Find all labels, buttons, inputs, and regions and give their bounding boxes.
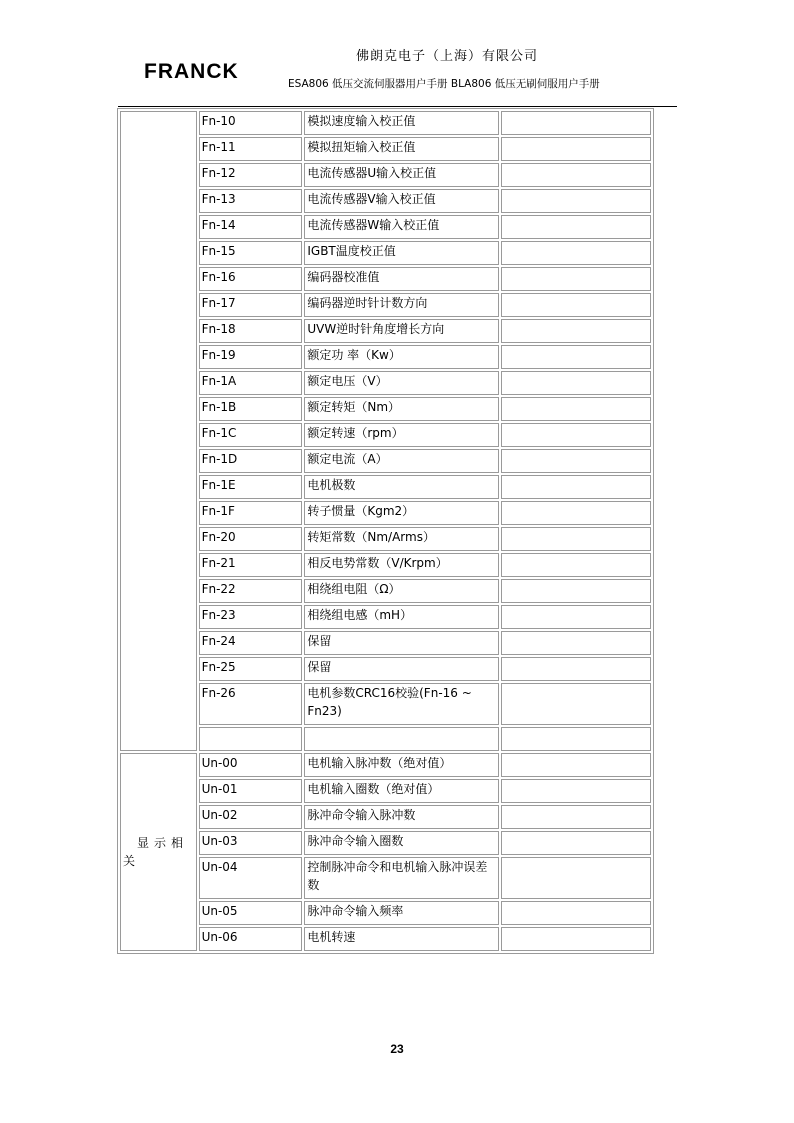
param-code-cell: Fn-20	[199, 527, 303, 551]
table-row	[120, 901, 651, 925]
table-row	[120, 111, 651, 135]
param-code-cell: Fn-26	[199, 683, 303, 725]
category-cell	[120, 111, 197, 751]
category-label: 显示相关	[123, 836, 189, 868]
table-row	[120, 605, 651, 629]
param-code-cell: Fn-24	[199, 631, 303, 655]
param-note-cell	[501, 927, 651, 951]
param-name-cell: 额定电压（V）	[304, 371, 498, 395]
table-row	[120, 805, 651, 829]
param-name-cell: IGBT温度校正值	[304, 241, 498, 265]
param-code-cell: Fn-1D	[199, 449, 303, 473]
param-name-cell: 脉冲命令输入脉冲数	[304, 805, 498, 829]
table-row	[120, 163, 651, 187]
param-name-cell: 电机输入圈数（绝对值）	[304, 779, 498, 803]
table-row	[120, 927, 651, 951]
table-row	[120, 527, 651, 551]
table-row	[120, 857, 651, 899]
param-note-cell	[501, 423, 651, 447]
param-note-cell	[501, 631, 651, 655]
param-code-cell: Fn-22	[199, 579, 303, 603]
param-note-cell	[501, 527, 651, 551]
param-code-cell: Fn-16	[199, 267, 303, 291]
param-name-cell: 控制脉冲命令和电机输入脉冲误差数	[304, 857, 498, 899]
param-note-cell	[501, 657, 651, 681]
param-note-cell	[501, 683, 651, 725]
param-name-cell: 转子惯量（Kgm2）	[304, 501, 498, 525]
param-note-cell	[501, 241, 651, 265]
param-name-cell: 电机极数	[304, 475, 498, 499]
param-code-cell: Fn-1C	[199, 423, 303, 447]
table-row	[120, 293, 651, 317]
param-note-cell	[501, 293, 651, 317]
param-name-cell: 保留	[304, 657, 498, 681]
param-note-cell	[501, 727, 651, 751]
param-note-cell	[501, 189, 651, 213]
param-code-cell: Un-06	[199, 927, 303, 951]
param-code-cell: Fn-14	[199, 215, 303, 239]
table-row	[120, 137, 651, 161]
param-name-cell: 编码器逆时针计数方向	[304, 293, 498, 317]
table-row	[120, 423, 651, 447]
table-row	[120, 753, 651, 777]
param-code-cell: Un-04	[199, 857, 303, 899]
param-note-cell	[501, 163, 651, 187]
param-note-cell	[501, 753, 651, 777]
page-number: 23	[390, 1042, 404, 1056]
param-code-cell: Fn-15	[199, 241, 303, 265]
param-code-cell: Fn-12	[199, 163, 303, 187]
param-note-cell	[501, 805, 651, 829]
param-name-cell: 额定转矩（Nm）	[304, 397, 498, 421]
param-note-cell	[501, 553, 651, 577]
table-row	[120, 319, 651, 343]
parameter-table-body	[120, 111, 651, 951]
param-name-cell: 电流传感器U输入校正值	[304, 163, 498, 187]
table-row	[120, 215, 651, 239]
table-row	[120, 553, 651, 577]
param-note-cell	[501, 449, 651, 473]
param-note-cell	[501, 267, 651, 291]
company-name: 佛朗克电子（上海）有限公司	[356, 49, 539, 64]
param-name-cell: 电流传感器W输入校正值	[304, 215, 498, 239]
param-code-cell: Fn-1A	[199, 371, 303, 395]
param-note-cell	[501, 111, 651, 135]
table-row	[120, 683, 651, 725]
table-row	[120, 449, 651, 473]
table-row	[120, 831, 651, 855]
param-note-cell	[501, 779, 651, 803]
param-code-cell: Fn-1E	[199, 475, 303, 499]
param-code-cell: Un-01	[199, 779, 303, 803]
table-row	[120, 727, 651, 751]
company-logo: FRANCK	[144, 60, 239, 83]
param-note-cell	[501, 831, 651, 855]
param-note-cell	[501, 579, 651, 603]
param-code-cell: Fn-11	[199, 137, 303, 161]
param-name-cell: 模拟速度输入校正值	[304, 111, 498, 135]
table-row	[120, 779, 651, 803]
parameter-table	[117, 108, 654, 954]
table-row	[120, 371, 651, 395]
param-name-cell: 保留	[304, 631, 498, 655]
param-code-cell: Fn-25	[199, 657, 303, 681]
param-code-cell: Fn-10	[199, 111, 303, 135]
table-row	[120, 267, 651, 291]
table-row	[120, 631, 651, 655]
param-code-cell: Un-00	[199, 753, 303, 777]
param-note-cell	[501, 137, 651, 161]
param-name-cell: UVW逆时针角度增长方向	[304, 319, 498, 343]
param-note-cell	[501, 319, 651, 343]
param-name-cell: 电机参数CRC16校验(Fn-16 ~ Fn23)	[304, 683, 498, 725]
param-note-cell	[501, 371, 651, 395]
table-row	[120, 475, 651, 499]
param-note-cell	[501, 215, 651, 239]
manual-subtitle: ESA806 低压交流伺服器用户手册 BLA806 低压无刷伺服用户手册	[288, 78, 600, 90]
param-code-cell: Fn-17	[199, 293, 303, 317]
table-row	[120, 501, 651, 525]
param-name-cell: 模拟扭矩输入校正值	[304, 137, 498, 161]
param-code-cell: Fn-13	[199, 189, 303, 213]
param-note-cell	[501, 345, 651, 369]
param-name-cell: 转矩常数（Nm/Arms）	[304, 527, 498, 551]
param-code-cell: Fn-23	[199, 605, 303, 629]
table-row	[120, 345, 651, 369]
param-code-cell: Un-03	[199, 831, 303, 855]
param-code-cell: Un-02	[199, 805, 303, 829]
param-code-cell: Fn-1B	[199, 397, 303, 421]
param-note-cell	[501, 475, 651, 499]
header-divider	[118, 106, 677, 107]
table-row	[120, 241, 651, 265]
param-name-cell: 额定功 率（Kw）	[304, 345, 498, 369]
param-name-cell: 电机转速	[304, 927, 498, 951]
param-name-cell: 脉冲命令输入频率	[304, 901, 498, 925]
param-name-cell: 相反电势常数（V/Krpm）	[304, 553, 498, 577]
table-row	[120, 189, 651, 213]
param-name-cell: 编码器校准值	[304, 267, 498, 291]
param-name-cell: 脉冲命令输入圈数	[304, 831, 498, 855]
category-cell	[120, 753, 197, 951]
param-name-cell: 电流传感器V输入校正值	[304, 189, 498, 213]
param-name-cell: 相绕组电阻（Ω）	[304, 579, 498, 603]
param-note-cell	[501, 501, 651, 525]
param-code-cell: Fn-19	[199, 345, 303, 369]
param-code-cell	[199, 727, 303, 751]
param-name-cell: 额定电流（A）	[304, 449, 498, 473]
param-name-cell	[304, 727, 498, 751]
table-row	[120, 397, 651, 421]
param-code-cell: Fn-1F	[199, 501, 303, 525]
param-note-cell	[501, 397, 651, 421]
param-code-cell: Fn-21	[199, 553, 303, 577]
param-code-cell: Un-05	[199, 901, 303, 925]
param-note-cell	[501, 605, 651, 629]
param-name-cell: 电机输入脉冲数（绝对值）	[304, 753, 498, 777]
param-note-cell	[501, 901, 651, 925]
param-name-cell: 额定转速（rpm）	[304, 423, 498, 447]
param-note-cell	[501, 857, 651, 899]
table-row	[120, 657, 651, 681]
param-code-cell: Fn-18	[199, 319, 303, 343]
param-name-cell: 相绕组电感（mH）	[304, 605, 498, 629]
table-row	[120, 579, 651, 603]
